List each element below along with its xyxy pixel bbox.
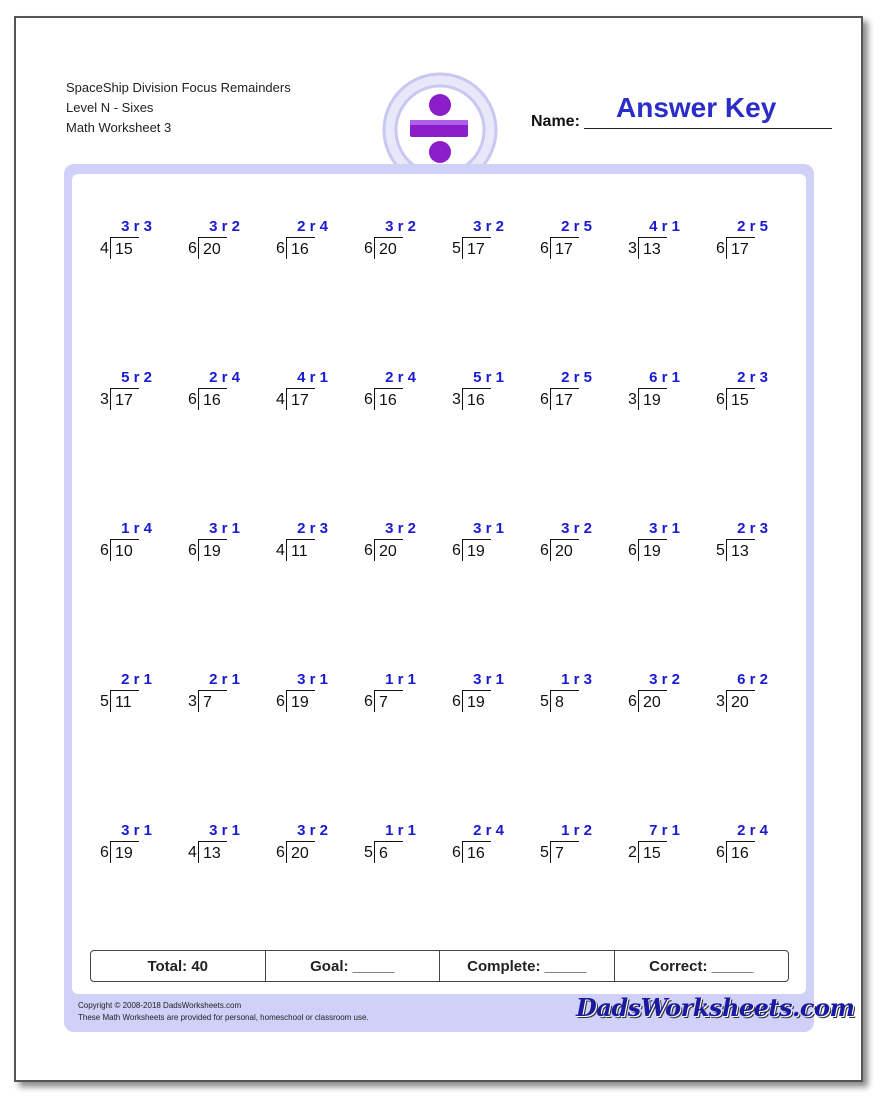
answer-quotient: 2 r 4	[209, 369, 240, 386]
division-problem	[276, 671, 346, 721]
answer-quotient: 3 r 3	[121, 218, 152, 235]
answer-quotient: 2 r 5	[561, 369, 592, 386]
divisor: 6	[452, 542, 461, 559]
division-problem	[716, 671, 786, 721]
complete-cell: Complete: _____	[440, 951, 615, 981]
division-problem	[276, 369, 346, 419]
answer-quotient: 2 r 3	[737, 369, 768, 386]
dividend: 16	[286, 237, 315, 259]
division-problem	[628, 369, 698, 419]
divisor: 6	[188, 240, 197, 257]
division-problem	[188, 520, 258, 570]
divisor: 2	[628, 844, 637, 861]
divisor: 4	[188, 844, 197, 861]
dividend: 16	[462, 388, 491, 410]
division-problem	[628, 671, 698, 721]
dividend: 7	[374, 690, 403, 712]
answer-quotient: 3 r 2	[561, 520, 592, 537]
goal-cell: Goal: _____	[266, 951, 441, 981]
division-problem	[628, 822, 698, 872]
divisor: 3	[452, 391, 461, 408]
dividend: 19	[462, 690, 491, 712]
divisor: 6	[100, 542, 109, 559]
divisor: 3	[628, 240, 637, 257]
division-problem	[540, 369, 610, 419]
score-bar	[90, 950, 789, 982]
answer-quotient: 3 r 1	[649, 520, 680, 537]
answer-quotient: 3 r 2	[473, 218, 504, 235]
dividend: 15	[726, 388, 755, 410]
dividend: 17	[550, 388, 579, 410]
answer-quotient: 3 r 1	[209, 822, 240, 839]
worksheet-level: Level N - Sixes	[66, 100, 154, 115]
answer-quotient: 2 r 1	[209, 671, 240, 688]
dividend: 8	[550, 690, 579, 712]
dividend: 16	[726, 841, 755, 863]
divisor: 6	[716, 391, 725, 408]
divisor: 6	[452, 844, 461, 861]
answer-quotient: 3 r 2	[297, 822, 328, 839]
divisor: 6	[452, 693, 461, 710]
answer-quotient: 5 r 1	[473, 369, 504, 386]
division-problem	[540, 822, 610, 872]
answer-quotient: 3 r 2	[385, 520, 416, 537]
problems-area	[72, 174, 806, 994]
division-problem	[188, 822, 258, 872]
dividend: 17	[726, 237, 755, 259]
division-problem	[628, 218, 698, 268]
divisor: 6	[188, 391, 197, 408]
dividend: 13	[726, 539, 755, 561]
divisor: 6	[364, 391, 373, 408]
answer-quotient: 2 r 5	[737, 218, 768, 235]
dividend: 15	[110, 237, 139, 259]
divisor: 3	[100, 391, 109, 408]
answer-quotient: 2 r 4	[297, 218, 328, 235]
answer-quotient: 1 r 4	[121, 520, 152, 537]
division-problem	[628, 520, 698, 570]
dividend: 11	[110, 690, 139, 712]
divisor: 5	[540, 693, 549, 710]
answer-quotient: 7 r 1	[649, 822, 680, 839]
dividend: 17	[550, 237, 579, 259]
division-problem	[364, 369, 434, 419]
correct-cell: Correct: _____	[649, 957, 754, 975]
division-problem	[452, 671, 522, 721]
answer-quotient: 1 r 1	[385, 671, 416, 688]
division-problem	[276, 218, 346, 268]
dividend: 16	[374, 388, 403, 410]
dividend: 15	[638, 841, 667, 863]
division-problem	[452, 822, 522, 872]
answer-quotient: 3 r 1	[473, 671, 504, 688]
division-problem	[716, 822, 786, 872]
dividend: 20	[374, 237, 403, 259]
division-problem	[540, 218, 610, 268]
dividend: 20	[374, 539, 403, 561]
worksheet-number: Math Worksheet 3	[66, 120, 172, 135]
answer-quotient: 1 r 3	[561, 671, 592, 688]
answer-quotient: 3 r 2	[209, 218, 240, 235]
divisor: 6	[628, 542, 637, 559]
answer-quotient: 3 r 2	[649, 671, 680, 688]
divisor: 5	[540, 844, 549, 861]
name-field-line[interactable]	[584, 128, 832, 129]
divisor: 5	[452, 240, 461, 257]
answer-quotient: 1 r 2	[561, 822, 592, 839]
divisor: 6	[540, 542, 549, 559]
brand-logo: DadsWorksheets.com	[576, 993, 855, 1022]
divisor: 4	[276, 542, 285, 559]
division-problem	[100, 520, 170, 570]
dividend: 19	[286, 690, 315, 712]
division-problem	[716, 520, 786, 570]
total-cell: Total: 40	[91, 951, 266, 981]
dividend: 17	[286, 388, 315, 410]
dividend: 20	[198, 237, 227, 259]
division-problem	[452, 218, 522, 268]
dividend: 20	[286, 841, 315, 863]
dividend: 6	[374, 841, 403, 863]
division-problem	[100, 218, 170, 268]
divisor: 4	[276, 391, 285, 408]
answer-quotient: 1 r 1	[385, 822, 416, 839]
dividend: 20	[726, 690, 755, 712]
division-problem	[452, 520, 522, 570]
usage-line: These Math Worksheets are provided for personal, homeschool or classroom use.	[78, 1013, 369, 1022]
answer-quotient: 3 r 1	[297, 671, 328, 688]
division-problem	[364, 822, 434, 872]
copyright-line: Copyright © 2008-2018 DadsWorksheets.com	[78, 1001, 242, 1010]
answer-quotient: 2 r 4	[473, 822, 504, 839]
answer-quotient: 4 r 1	[649, 218, 680, 235]
divisor: 6	[188, 542, 197, 559]
dividend: 13	[198, 841, 227, 863]
dividend: 13	[638, 237, 667, 259]
divisor: 6	[364, 542, 373, 559]
answer-quotient: 5 r 2	[121, 369, 152, 386]
answer-quotient: 2 r 4	[737, 822, 768, 839]
answer-quotient: 2 r 3	[737, 520, 768, 537]
divisor: 6	[364, 693, 373, 710]
divisor: 6	[100, 844, 109, 861]
dividend: 19	[462, 539, 491, 561]
answer-quotient: 3 r 1	[209, 520, 240, 537]
worksheet-header	[66, 78, 291, 138]
dividend: 11	[286, 539, 315, 561]
divisor: 5	[364, 844, 373, 861]
division-problem	[276, 520, 346, 570]
answer-quotient: 3 r 2	[385, 218, 416, 235]
divisor: 3	[716, 693, 725, 710]
divisor: 6	[716, 844, 725, 861]
divisor: 6	[540, 240, 549, 257]
dividend: 17	[110, 388, 139, 410]
dividend: 16	[198, 388, 227, 410]
copyright-notice	[78, 1000, 369, 1024]
dividend: 7	[198, 690, 227, 712]
division-problem	[716, 369, 786, 419]
division-problem	[100, 671, 170, 721]
answer-quotient: 4 r 1	[297, 369, 328, 386]
dividend: 19	[638, 539, 667, 561]
dividend: 19	[110, 841, 139, 863]
answer-quotient: 2 r 4	[385, 369, 416, 386]
divisor: 5	[100, 693, 109, 710]
dividend: 19	[638, 388, 667, 410]
division-problem	[364, 218, 434, 268]
dividend: 7	[550, 841, 579, 863]
answer-quotient: 6 r 2	[737, 671, 768, 688]
answer-quotient: 2 r 5	[561, 218, 592, 235]
dividend: 19	[198, 539, 227, 561]
answer-quotient: 6 r 1	[649, 369, 680, 386]
answer-quotient: 3 r 1	[121, 822, 152, 839]
divisor: 6	[364, 240, 373, 257]
division-problem	[452, 369, 522, 419]
division-problem	[364, 671, 434, 721]
dividend: 16	[462, 841, 491, 863]
divisor: 4	[100, 240, 109, 257]
divisor: 6	[628, 693, 637, 710]
dividend: 10	[110, 539, 139, 561]
divisor: 6	[276, 240, 285, 257]
answer-quotient: 2 r 3	[297, 520, 328, 537]
divisor: 3	[628, 391, 637, 408]
division-problem	[276, 822, 346, 872]
division-problem	[100, 822, 170, 872]
dividend: 17	[462, 237, 491, 259]
worksheet-page	[14, 16, 863, 1082]
division-problem	[716, 218, 786, 268]
divisor: 3	[188, 693, 197, 710]
division-problem	[540, 671, 610, 721]
divisor: 6	[540, 391, 549, 408]
worksheet-title: SpaceShip Division Focus Remainders	[66, 80, 291, 95]
division-problem	[100, 369, 170, 419]
division-problem	[188, 369, 258, 419]
answer-quotient: 2 r 1	[121, 671, 152, 688]
division-problem	[364, 520, 434, 570]
dividend: 20	[550, 539, 579, 561]
divisor: 5	[716, 542, 725, 559]
divisor: 6	[276, 693, 285, 710]
divisor: 6	[716, 240, 725, 257]
answer-key-title: Answer Key	[616, 92, 777, 123]
division-problem	[188, 218, 258, 268]
answer-quotient: 3 r 1	[473, 520, 504, 537]
division-problem	[188, 671, 258, 721]
dividend: 20	[638, 690, 667, 712]
name-label: Name:	[531, 113, 580, 130]
divisor: 6	[276, 844, 285, 861]
division-problem	[540, 520, 610, 570]
